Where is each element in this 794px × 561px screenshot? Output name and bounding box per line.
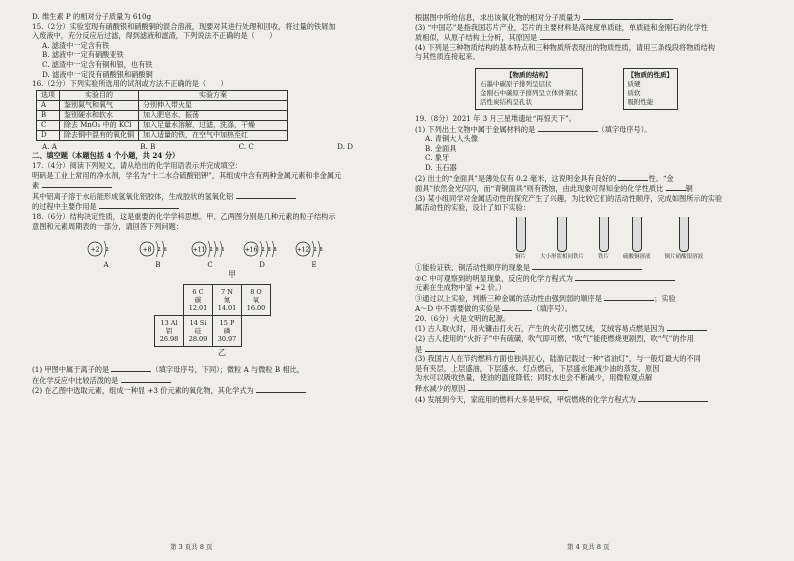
atom-label: D	[259, 261, 265, 270]
table-cell: D	[37, 130, 60, 140]
property-box: 【物质的性质】 质硬 质软 吸附性能	[623, 68, 679, 110]
text-line: 与其性质连接起来。	[415, 52, 480, 62]
text-line: 素	[32, 180, 383, 191]
choice: C. C	[238, 141, 254, 151]
element-cell: 15 P 磷 30.97	[213, 316, 242, 347]
option-d: D. 玉石器	[425, 162, 457, 172]
text-line: 的过程中主要作用是	[32, 201, 383, 212]
question-20: 20.（6分）火是文明的起源。	[415, 313, 511, 323]
right-page	[397, 0, 794, 561]
atom-labels	[86, 261, 383, 269]
table-cell: 除去铜中混有的氧化铜	[60, 130, 139, 140]
table-row	[37, 100, 288, 110]
choices-16	[32, 142, 383, 152]
option-c: C. 象牙	[425, 153, 450, 163]
text-line: 元素在生成物中显 +2 价。）	[415, 283, 506, 293]
shell-electron-count: 6	[163, 247, 167, 254]
shell-electron-count: 1	[221, 247, 225, 254]
text-line: 是有夹层，上层盛油，下层盛水。灯点燃后，下层盛水能减少油的蒸发，原因	[415, 363, 660, 373]
choice: B. B	[140, 141, 156, 151]
text-line: (4) 下列是三种物质结构的基本特点和三种物质所表现出的物质性质，请用三条线段将物质结构	[415, 42, 715, 52]
atom-diagram	[242, 237, 282, 261]
option-b: B. 滤液中一定有硝酸亚铁	[42, 50, 124, 60]
figure-label-jia: 甲	[228, 270, 236, 280]
test-tube-b: 大小形状相同铁片	[540, 217, 584, 260]
text-line: 为水可以吸收热量，使油的温度降低；同时水也会不断减少，用微粒观点解	[415, 373, 653, 383]
table-cell: 加入肥皂水，振荡	[139, 110, 288, 120]
text-line: (1) 下列出土文物中属于金属材料的是 （填字母序号）。	[415, 124, 652, 134]
test-tube-e: 铜片硝酸银溶液	[665, 217, 704, 260]
text-line: (2) 出土的“金面具”是薄处仅有 0.2 毫米，这说明金具有良好的 性。“金	[415, 173, 674, 183]
test-tube-d: 硫酸铜溶液	[623, 217, 651, 260]
text-line: D. 维生素 P 的相对分子质量为 610g	[32, 12, 152, 21]
text-line: (4) 发展到今天，家庭用的燃料大多是甲烷，甲烷燃烧的化学方程式为	[415, 394, 770, 405]
atom-diagram	[294, 237, 334, 261]
text-line: (3) 某小组同学对金属活动性的探究产生了兴趣，为比较它们的活动性顺序，完成如图所示的实验	[415, 193, 723, 203]
text-line: ②C 中可观察到的明显现象，反应的化学方程式为	[415, 273, 770, 284]
question-16: 16.（2分）下列实验所选用的试剂或方法不正确的是（ ）	[32, 79, 228, 89]
periodic-table	[154, 284, 271, 347]
element-cell: 6 C 碳 12.01	[184, 285, 213, 316]
table-header: 实验方案	[139, 90, 288, 100]
element-cell: 13 Al 铝 26.98	[155, 316, 184, 347]
figure-label-yi: 乙	[218, 348, 226, 358]
atom-diagram	[138, 237, 178, 261]
page-number: 第 3 页共 8 页	[170, 543, 213, 551]
shell-electron-count: 8	[267, 247, 271, 254]
table-cell: 鉴别氮气和氧气	[60, 100, 139, 110]
table-header: 实验目的	[60, 90, 139, 100]
text-line: 属活动性的实验，设计了如下实验：	[415, 203, 531, 213]
table-cell: A	[37, 100, 60, 110]
nucleus-charge: +12	[296, 246, 310, 254]
table-cell: B	[37, 110, 60, 120]
nucleus-charge: +8	[142, 246, 152, 254]
shell-electron-count: 2	[261, 247, 265, 254]
text-line: 是	[415, 344, 770, 355]
option-a: A. 滤渣中一定含有铁	[42, 40, 110, 50]
nucleus-charge: +11	[192, 246, 206, 254]
option-b: B. 金面具	[425, 143, 457, 153]
text-line: 明矾是工业上常用的净水剂，学名为“十二水合硫酸铝钾”，其组成中含有两种金属元素和非金属元	[32, 170, 342, 180]
question-17: 17.（4分）阅读下列短文，请从给出的化学用语表示并完成填空：	[32, 160, 243, 170]
element-cell: 7 N 氮 14.01	[213, 285, 242, 316]
section-heading: 二、填空题（本题包括 4 个小题，共 24 分）	[32, 151, 180, 161]
option-c: C. 滤渣中一定含有铜和银，也有铁	[42, 59, 153, 69]
experiment-apparatus	[515, 217, 770, 260]
text-line: ③通过以上实验，判断三种金属的活动性由强到弱的顺序是 ；实验	[415, 293, 676, 303]
table-header: 选项	[37, 90, 60, 100]
text-line: 其中铝离子溶于水后能形成氢氧化铝胶体，生成胶状的氢氧化铝	[32, 191, 383, 202]
text-line: 意图和元素周期表的一部分，请回答下列问题：	[32, 221, 183, 231]
text-line: (2) 古人使用的“火折子”中有硫磺，吹气即可燃，“吹气”能使燃烧更剧烈，吹“气”的作用	[415, 334, 694, 344]
table-cell: 鉴别硬水和软水	[60, 110, 139, 120]
shell-electron-count: 8	[273, 247, 277, 254]
test-tube-a: 铜片	[515, 217, 526, 260]
table-cell: 分别伸入带火星	[139, 100, 288, 110]
atom-diagram	[86, 237, 126, 261]
text-line: (1) 甲图中属于离子的是 （填字母序号，下同）；微粒 A 与微粒 B 相比，	[32, 365, 305, 375]
shell-electron-count: 2	[209, 247, 213, 254]
text-line: 释水减少的原因	[415, 383, 770, 394]
nucleus-charge: +2	[90, 246, 100, 254]
element-cell: 14 Si 硅 28.09	[184, 316, 213, 347]
atom-label: A	[103, 261, 109, 270]
atom-label: C	[207, 261, 213, 270]
shell-electron-count: 8	[215, 247, 219, 254]
atom-diagrams	[86, 237, 383, 261]
shell-electron-count: 2	[313, 247, 317, 254]
shell-electron-count: 2	[105, 247, 109, 254]
text-line: (2) 在乙图中选取元素，组成一种显 +3 价元素的氧化物，其化学式为	[32, 385, 383, 396]
shell-electron-count: 2	[157, 247, 161, 254]
question-18: 18.（6分）结构决定性质，这是重要的化学学科思想。甲、乙两图分别是几种元素的粒子结构示	[32, 211, 336, 221]
shell-electron-count: 8	[319, 247, 323, 254]
table-row	[37, 110, 288, 120]
text-line: 入废液中，充分反应后过滤，得到滤液和滤渣，下列说法不正确的是（ ）	[32, 31, 277, 41]
table-row	[37, 120, 288, 130]
table-cell: 加入适量的铁，在空气中加热至红	[139, 130, 288, 140]
element-cell: 8 O 氧 16.00	[242, 285, 271, 316]
text-line: 面具”依然金光闪闪，而“青铜面具”则有锈蚀，由此现象可得知金的化学性质比 铜	[415, 184, 693, 194]
page-number: 第 4 页共 8 页	[567, 543, 610, 551]
option-a: A. 青铜大人头像	[425, 134, 478, 144]
text-line: (3) 我国古人在节约燃料方面也独具匠心，陆游记载过一种“省油灯”，与一般灯最大的不同	[415, 354, 701, 364]
question-19: 19.（8分）2021 年 3 月三星堆遗址“再惊天下”。	[415, 113, 576, 123]
text-line: (3) “中国芯”是指我国芯片产业，芯片的主要材料是高纯度单质硅，单质硅和金刚石的化学性	[415, 22, 708, 32]
option-d: D. 滤液中一定没有硝酸银和硝酸铜	[42, 69, 153, 79]
structure-box: 【物质的结构】 石墨中碳原子排列呈层状 金刚石中碳原子排列呈立体骨架状 活性炭结构呈孔状	[475, 68, 583, 110]
choice: D. D	[337, 141, 353, 151]
test-tube-c: 铁片	[598, 217, 609, 260]
choice: A. A	[42, 141, 57, 151]
structure-matching	[475, 68, 770, 110]
atom-diagram	[190, 237, 230, 261]
text-line: A～D 中不需要做的实验是 （填序号）。	[415, 304, 572, 314]
table-cell: C	[37, 120, 60, 130]
text-line: 质相似，从原子结构上分析，其原因是	[415, 32, 770, 43]
text-line: 根据图中所给信息，求出该氧化物的相对分子质量为	[415, 12, 770, 23]
atom-label: B	[155, 261, 161, 270]
text-line: (1) 古人取火时，用火镰击打火石，产生的火花引燃艾绒，艾绒容易点燃是因为	[415, 323, 770, 334]
experiment-table	[36, 90, 288, 141]
nucleus-charge: +16	[244, 246, 258, 254]
question-15: 15.（2分）实验室现有硝酸银和硝酸铜的混合溶液，现要对其进行处理和回收，将过量的铁屑加	[32, 21, 336, 31]
table-cell: 除去 MnO₂ 中的 KCl	[60, 120, 139, 130]
atom-label: E	[311, 261, 317, 270]
text-line: ①能验证铁、铜活动性顺序的现象是	[415, 262, 770, 273]
table-row	[37, 130, 288, 140]
table-cell: 加入足量水溶解，过滤，洗涤，干燥	[139, 120, 288, 130]
text-line: 在化学反应中比较活泼的是	[32, 375, 383, 386]
